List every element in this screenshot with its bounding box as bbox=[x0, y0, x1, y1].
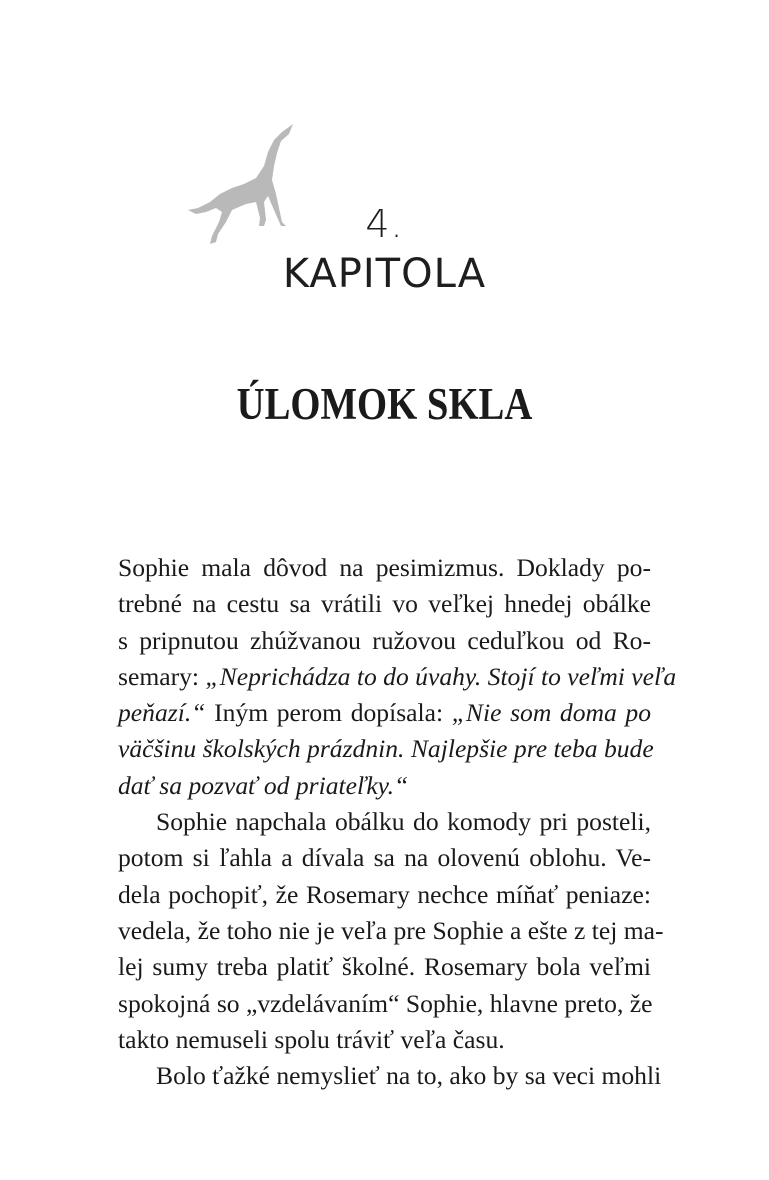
paragraph-line: Sophie napchala obálku do komody pri posteli, bbox=[156, 807, 651, 837]
italic-quote: „Neprichádza to do úvahy. Stojí to veľmi veľa bbox=[205, 661, 677, 691]
chapter-title: ÚLOMOK SKLA bbox=[236, 379, 533, 429]
italic-quote: „Nie som doma po bbox=[451, 698, 651, 728]
text-run: semary: bbox=[118, 661, 206, 691]
paragraph-line: spokojná so „vzdelávaním“ Sophie, hlavne preto, že bbox=[118, 988, 653, 1018]
text-run: Iným perom dopísala: bbox=[205, 698, 452, 728]
paragraph-line: s pripnutou zhúžvanou ružovou ceduľkou od Ro- bbox=[118, 625, 651, 655]
paragraph-line: Sophie mala dôvod na pesimizmus. Doklady po- bbox=[118, 553, 651, 582]
paragraph-line: potom si ľahla a dívala sa na olovenú oblohu. Ve- bbox=[118, 843, 651, 873]
paragraph-line bbox=[118, 695, 651, 731]
paragraph-line: väčšinu školských prázdnin. Najlepšie pre teba bude bbox=[118, 734, 654, 764]
paragraph-line: takto nemuseli spolu tráviť veľa času. bbox=[118, 1024, 505, 1054]
paragraph-line: dať sa pozvať od priateľky.“ bbox=[118, 770, 409, 800]
paragraph-line: vedela, že toho nie je veľa pre Sophie a ešte z tej ma- bbox=[118, 915, 664, 945]
chapter-label: KAPITOLA bbox=[282, 251, 487, 297]
chapter-number: 4. bbox=[365, 202, 404, 246]
paragraph-line: dela pochopiť, že Rosemary nechce míňať peniaze: bbox=[118, 879, 651, 909]
paragraph-line: lej sumy treba platiť školné. Rosemary bola veľmi bbox=[118, 952, 651, 982]
paragraph-line bbox=[118, 659, 677, 695]
paragraph-line: Bolo ťažké nemyslieť na to, ako by sa veci mohli bbox=[156, 1061, 662, 1091]
paragraph-line: trebné na cestu sa vrátili vo veľkej hnedej obálke bbox=[118, 589, 651, 619]
italic-quote: peňazí.“ bbox=[118, 698, 206, 728]
chapter-body bbox=[118, 550, 677, 1094]
